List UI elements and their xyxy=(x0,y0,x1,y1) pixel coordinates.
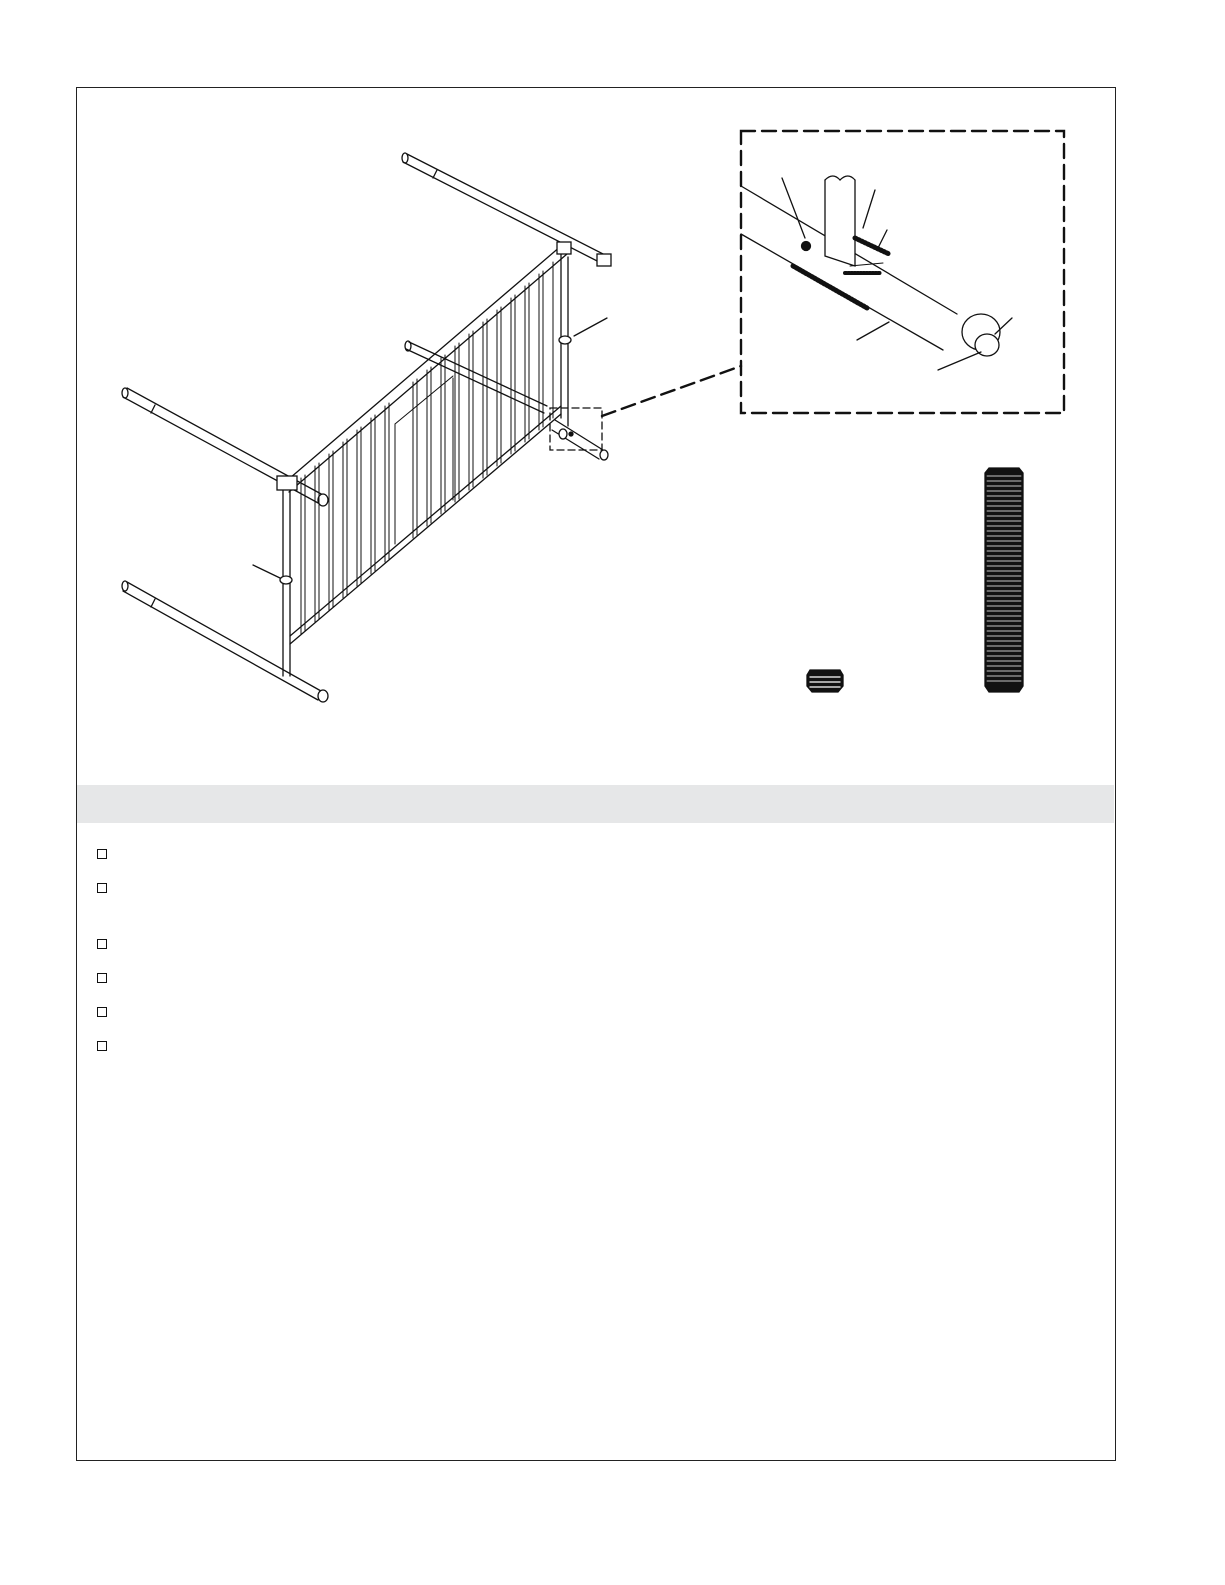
checkbox[interactable] xyxy=(97,1007,107,1017)
checkbox[interactable] xyxy=(97,883,107,893)
page-frame xyxy=(76,87,1116,1461)
back-top-tube xyxy=(402,153,611,266)
front-bottom-tube xyxy=(122,581,328,702)
callout-box xyxy=(550,408,602,450)
short-threaded-stud-icon xyxy=(807,670,843,692)
back-bottom-tube xyxy=(552,420,608,460)
checklist-item[interactable] xyxy=(97,1003,1087,1037)
checklist xyxy=(97,845,1087,1071)
leader-line xyxy=(253,565,280,578)
checkbox[interactable] xyxy=(97,973,107,983)
rail-spindles xyxy=(301,262,553,634)
checkbox[interactable] xyxy=(97,849,107,859)
callout-leader xyxy=(602,366,741,416)
rail-frame xyxy=(277,242,571,676)
checklist-item[interactable] xyxy=(97,879,1087,935)
middle-tube xyxy=(405,341,547,413)
checklist-item[interactable] xyxy=(97,969,1087,1003)
checkbox[interactable] xyxy=(97,1041,107,1051)
checkbox[interactable] xyxy=(97,939,107,949)
long-threaded-rod-icon xyxy=(985,468,1023,692)
section-header-band xyxy=(77,785,1114,823)
back-panel xyxy=(395,376,453,544)
detail-view-frame xyxy=(741,131,1064,413)
assembly-illustration xyxy=(77,88,1117,788)
checklist-item[interactable] xyxy=(97,1037,1087,1071)
leader-line xyxy=(574,318,607,336)
checklist-item[interactable] xyxy=(97,935,1087,969)
detail-joint-drawing xyxy=(741,176,1012,370)
checklist-item[interactable] xyxy=(97,845,1087,879)
